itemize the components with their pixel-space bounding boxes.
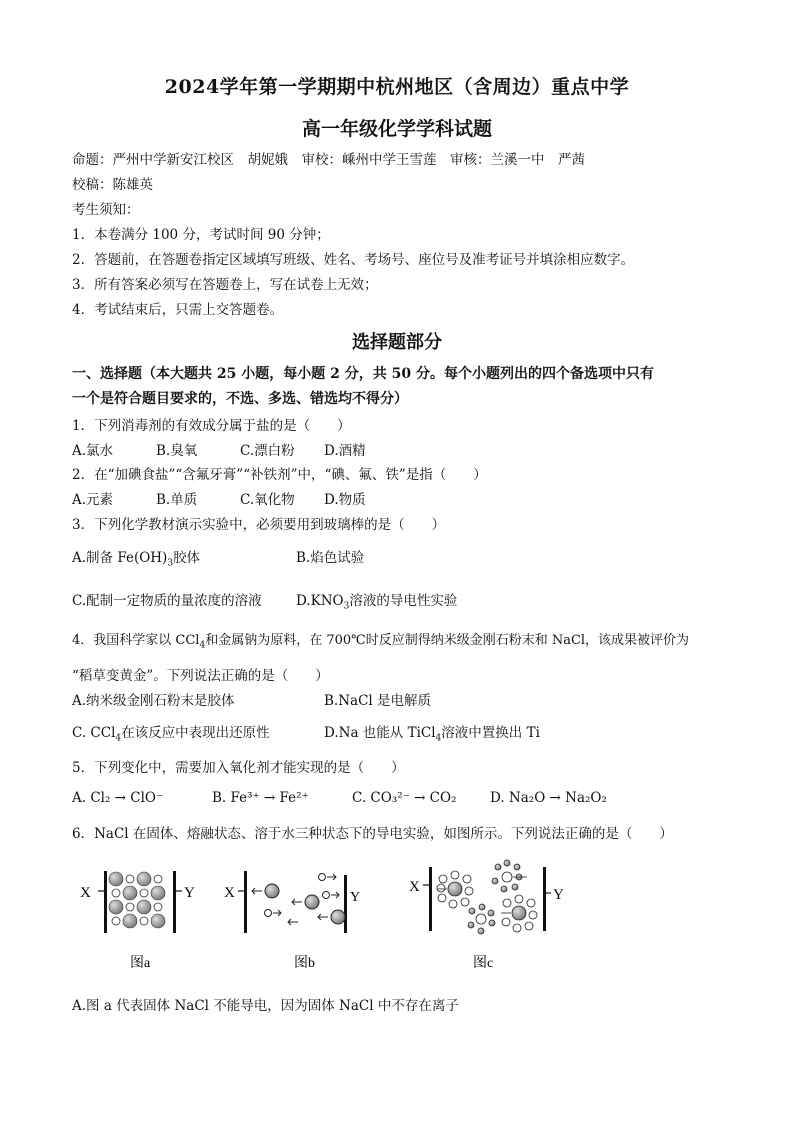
q2-option-c: C.氧化物	[240, 492, 295, 508]
q3-option-c: C.配制一定物质的量浓度的溶液	[72, 593, 262, 609]
notice-item: 1．本卷满分 100 分，考试时间 90 分钟；	[72, 227, 330, 243]
q4-d-tail: 溶液中置换出 Ti	[441, 725, 540, 741]
electrode-x	[429, 867, 432, 931]
exam-subtitle: 高一年级化学学科试题	[301, 118, 492, 140]
q5-option-a: A. Cl₂ → ClO⁻	[72, 790, 164, 806]
q3-a-sub: 3	[167, 558, 174, 569]
notice-item: 4．考试结束后，只需上交答题卷。	[72, 302, 284, 318]
q4-stem-text: 4．我国科学家以 CCl	[72, 633, 200, 648]
exam-title: 2024学年第一学期期中杭州地区（含周边）重点中学	[164, 76, 630, 98]
q3-option-b: B.焰色试验	[296, 550, 365, 566]
q4-c-tail: 在该反应中表现出还原性	[121, 725, 270, 741]
figure-b-diagram	[222, 855, 361, 975]
q4-d-text: D.Na 也能从 TiCl	[324, 725, 436, 741]
proof-line: 校稿：陈雄英	[72, 177, 153, 193]
q1-option-a: A.氯水	[72, 443, 114, 459]
q3-option-d	[296, 589, 457, 612]
notice-item: 2．答题前，在答题卷指定区域填写班级、姓名、考场号、座位号及准考证号并填涂相应数字。	[72, 252, 635, 268]
q5-option-d: D. Na₂O → Na₂O₂	[490, 790, 607, 806]
q4-c-sub: 4	[115, 733, 122, 744]
q3-d-sub: 3	[343, 601, 350, 612]
q3-option-a	[72, 546, 200, 569]
q3-a-text: A.制备 Fe(OH)	[72, 550, 168, 566]
question-4-stem	[72, 629, 689, 651]
section-instructions: 一个是符合题目要求的，不选、多选、错选均不得分）	[72, 391, 408, 407]
electrode-y	[173, 871, 176, 933]
section-title: 选择题部分	[352, 332, 442, 353]
electrode-x-label: X	[80, 885, 91, 901]
q3-d-tail: 溶液的导电性实验	[349, 593, 458, 609]
notice-item: 3．所有答案必须写在答题卷上，写在试卷上无效；	[72, 277, 378, 293]
q1-option-c: C.漂白粉	[240, 443, 295, 459]
q6-option-a: A.图 a 代表固体 NaCl 不能导电，因为固体 NaCl 中不存在离子	[72, 998, 459, 1014]
q2-option-b: B.单质	[156, 492, 198, 508]
question-6-stem: 6．NaCl 在固体、熔融状态、溶于水三种状态下的导电实验，如图所示。下列说法正确的是（ ）	[72, 826, 673, 842]
q4-option-c	[72, 721, 270, 744]
q4-option-b: B.NaCl 是电解质	[324, 693, 432, 709]
q4-d-sub: 4	[435, 733, 442, 744]
figure-b	[222, 855, 361, 979]
figure-c	[407, 855, 567, 979]
q2-option-d: D.物质	[324, 492, 366, 508]
electrode-y	[543, 867, 546, 931]
q4-c-text: C. CCl	[72, 725, 116, 741]
electrode-y	[344, 875, 347, 933]
electrode-x-label: X	[224, 885, 235, 901]
moving-ions	[252, 874, 345, 926]
authors-line: 命题：严州中学新安江校区 胡妮娥 审校：嵊州中学王雪莲 审核：兰溪一中 严茜	[72, 152, 585, 168]
figure-c-label: 图c	[473, 956, 494, 971]
figure-a-diagram	[78, 855, 198, 975]
q4-option-d	[324, 721, 540, 744]
electrode-y-label: Y	[184, 885, 195, 901]
question-4-stem-2: “稻草变黄金”。下列说法正确的是（ ）	[72, 668, 329, 684]
q4-stem-sub: 4	[199, 640, 206, 651]
notice-heading: 考生须知：	[72, 202, 140, 218]
q4-stem-tail: 和金属钠为原料，在 700℃时反应制得纳米级金刚石粉末和 NaCl，该成果被评价为	[205, 633, 690, 648]
figure-b-label: 图b	[294, 956, 315, 971]
hydrated-ions	[437, 860, 537, 934]
question-3-stem: 3．下列化学教材演示实验中，必须要用到玻璃棒的是（ ）	[72, 517, 446, 533]
q5-option-c: C. CO₃²⁻ → CO₂	[352, 790, 457, 806]
question-2-stem: 2．在“加碘食盐”“含氟牙膏”“补铁剂”中，“碘、氟、铁”是指（ ）	[72, 467, 487, 483]
electrode-y-label: Y	[553, 887, 564, 903]
electrode-x-label: X	[409, 879, 420, 895]
section-instructions: 一、选择题（本大题共 25 小题，每小题 2 分，共 50 分。每个小题列出的四个备选项中只有	[72, 366, 654, 382]
q3-d-text: D.KNO	[296, 593, 344, 609]
q4-option-a: A.纳米级金刚石粉末是胶体	[72, 693, 235, 709]
q3-a-tail: 胶体	[173, 550, 201, 566]
electrode-x	[244, 871, 247, 933]
question-5-stem: 5．下列变化中，需要加入氧化剂才能实现的是（ ）	[72, 760, 405, 776]
figure-a	[78, 855, 198, 979]
figure-c-diagram	[407, 855, 567, 975]
question-1-stem: 1．下列消毒剂的有效成分属于盐的是（ ）	[72, 418, 351, 434]
q5-option-b: B. Fe³⁺ → Fe²⁺	[212, 790, 309, 806]
electrode-x	[104, 871, 107, 933]
q1-option-d: D.酒精	[324, 443, 366, 459]
electrode-y-label: Y	[350, 890, 361, 905]
figure-a-label: 图a	[130, 956, 151, 971]
q2-option-a: A.元素	[72, 492, 114, 508]
ion-lattice	[109, 872, 165, 928]
q1-option-b: B.臭氧	[156, 443, 198, 459]
